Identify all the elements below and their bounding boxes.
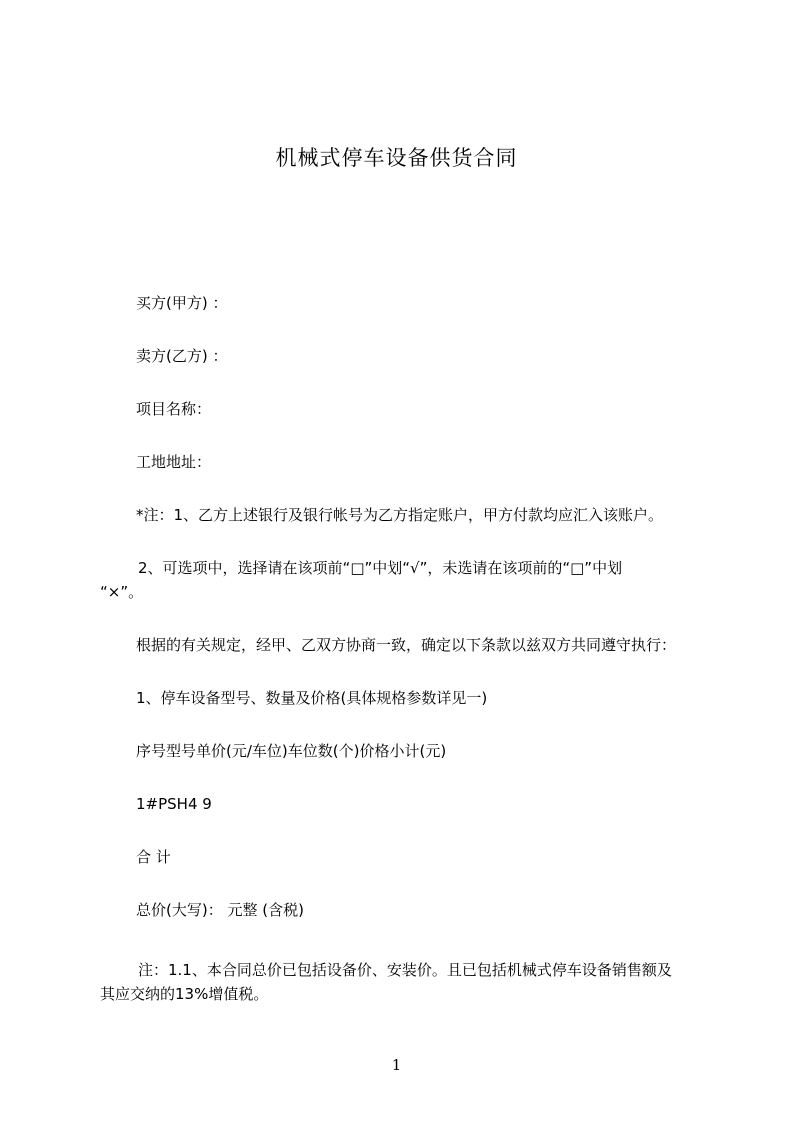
price-note-continuation: 其应交纳的13%增值税。 [100, 985, 269, 1003]
seller-line: 卖方(乙方) ： [136, 347, 228, 365]
site-address-line: 工地地址： [136, 453, 212, 471]
page-number: 1 [391, 1056, 402, 1074]
document-title: 机械式停车设备供货合同 [275, 146, 518, 170]
price-note-line: 注：1.1、本合同总价已包括设备价、安装价。且已包括机械式停车设备销售额及 [138, 961, 672, 979]
note-2-continuation: “×”。 [100, 583, 144, 601]
total-price-line: 总价(大写)： 元整 (含税) [136, 901, 304, 919]
buyer-line: 买方(甲方) ： [136, 294, 228, 312]
table-total-row: 合 计 [136, 848, 171, 866]
table-row-1: 1#PSH4 9 [136, 795, 212, 813]
table-header-line: 序号型号单价(元/车位)车位数(个)价格小计(元) [136, 742, 447, 760]
note-2-line: 2、可选项中，选择请在该项前“□”中划“√”，未选请在该项前的“□”中划 [138, 559, 623, 577]
section-1-heading: 1、停车设备型号、数量及价格(具体规格参数详见一) [136, 689, 488, 707]
note-1-line: *注：1、乙方上述银行及银行帐号为乙方指定账户，甲方付款均应汇入该账户。 [136, 506, 664, 524]
preamble-line: 根据的有关规定，经甲、乙双方协商一致，确定以下条款以兹双方共同遵守执行： [136, 636, 677, 654]
project-name-line: 项目名称： [136, 400, 212, 418]
